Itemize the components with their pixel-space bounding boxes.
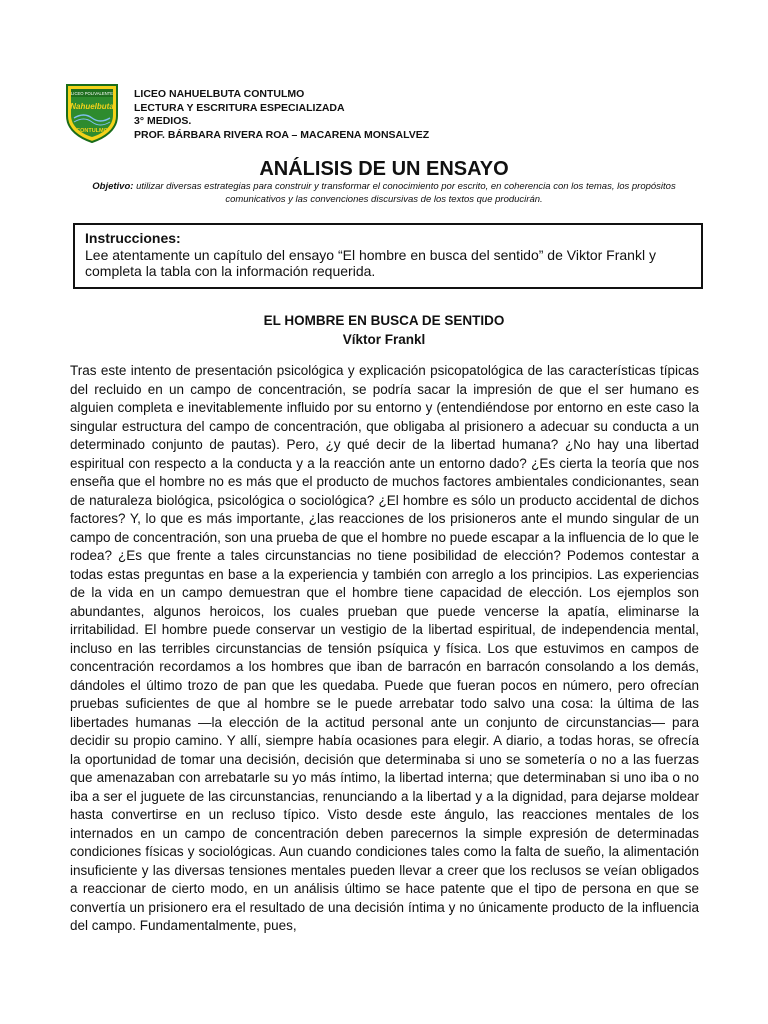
school-header — [134, 88, 429, 142]
logo-name-text: Nahuelbuta — [70, 102, 114, 111]
course-name: LECTURA Y ESCRITURA ESPECIALIZADA — [134, 101, 345, 114]
logo-bottom-text: CONTULMO — [76, 128, 108, 134]
objective — [70, 181, 698, 206]
objective-text: utilizar diversas estrategias para construir y transformar el conocimiento por escrito, en coherencia con los temas, los propósitos comunicativos y las convenciones discursivas de los textos que producirán. — [133, 181, 676, 205]
instructions-box — [73, 223, 703, 289]
instructions-label: Instrucciones: — [85, 230, 181, 246]
school-name: LICEO NAHUELBUTA CONTULMO — [134, 88, 305, 100]
school-crest-logo — [64, 82, 120, 144]
teachers: PROF. BÁRBARA RIVERA ROA – MACARENA MONSALVEZ — [134, 128, 430, 141]
essay-title: EL HOMBRE EN BUSCA DE SENTIDO — [263, 313, 505, 328]
instructions-text: Lee atentamente un capítulo del ensayo “El hombre en busca del sentido” de Viktor Frankl y completa la tabla con la información requerida. — [85, 246, 656, 279]
grade-level: 3° MEDIOS. — [134, 115, 192, 127]
objective-label: Objetivo: — [92, 181, 134, 192]
essay-body: Tras este intento de presentación psicológica y explicación psicopatológica de las características típicas del recluido en un campo de concentración, se podría sacar la impresión de que el ser humano es alguien completa e inevitablemente influido por su entorno y (entendiéndose por entorno en este caso la singular estructura del campo de concentración, que obligaba al prisionero a adecuar su conducta a un determinado conjunto de pautas). Pero, ¿y qué decir de la libertad humana? ¿No hay una libertad espiritual con respecto a la conducta y a la reacción ante un entorno dado? ¿Es cierta la teoría que nos enseña que el hombre no es más que el producto de muchos factores ambientales condicionantes, sean de naturaleza biológica, psicológica o sociológica? ¿El hombre es sólo un producto accidental de dichos factores? Y, lo que es más importante, ¿las reacciones de los prisioneros ante el mundo singular de un campo de concentración, son una prueba de que el hombre no puede escapar a la influencia de lo que le rodea? ¿Es que frente a tales circunstancias no tiene posibilidad de elección? Podemos contestar a todas estas preguntas en base a la experiencia y también con arreglo a los principios. Las experiencias de la vida en un campo demuestran que el hombre tiene capacidad de elección. Los ejemplos son abundantes, algunos heroicos, los cuales prueban que puede vencerse la apatía, eliminarse la irritabilidad. El hombre puede conservar un vestigio de la libertad espiritual, de independencia mental, incluso en las terribles circunstancias de tensión psíquica y física. Los que estuvimos en campos de concentración recordamos a los hombres que iban de barracón en barracón consolando a los demás, dándoles el último trozo de pan que les quedaba. Puede que fueran pocos en número, pero ofrecían pruebas suficientes de que al hombre se le puede arrebatar todo salvo una cosa: la última de las libertades humanas —la elección de la actitud personal ante un conjunto de circunstancias— para decidir su propio camino. Y allí, siempre había ocasiones para elegir. A diario, a todas horas, se ofrecía la oportunidad de tomar una decisión, decisión que determinaba si uno se sometería o no a las fuerzas que amenazaban con arrebatarle su yo más íntimo, la libertad interna; que determinaban si uno iba o no iba a ser el juguete de las circunstancias, renunciando a la libertad y a la dignidad, para dejarse moldear hasta convertirse en un recluso típico. Visto desde este ángulo, las reacciones mentales de los internados en un campo de concentración deben parecernos la simple expresión de determinadas condiciones físicas y sociológicas. Aun cuando condiciones tales como la falta de sueño, la alimentación insuficiente y las diversas tensiones mentales pueden llevar a creer que los reclusos se veían obligados a reaccionar de cierto modo, en un análisis último se hace patente que el tipo de persona en que se convertía un prisionero era el resultado de una decisión íntima y no únicamente producto de la influencia del campo. Fundamentalmente, pues, — [70, 363, 699, 933]
essay-author: Víktor Frankl — [342, 332, 426, 347]
logo-top-text: LICEO POLIVALENTE — [70, 91, 114, 96]
page-title: ANÁLISIS DE UN ENSAYO — [259, 158, 509, 180]
